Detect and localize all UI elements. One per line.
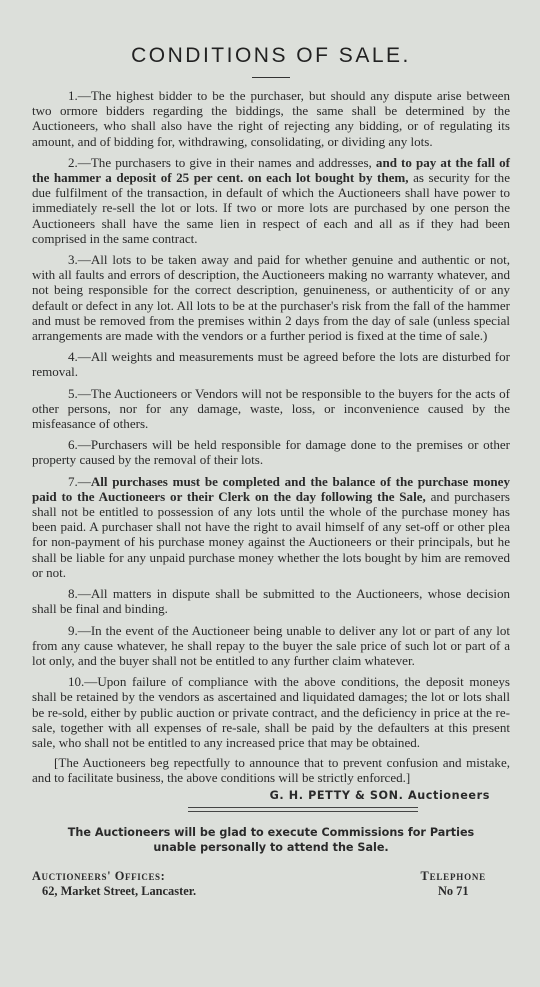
telephone-label: Telephone [420, 869, 486, 884]
clause-2-emphasis: and to pay at the fall of the hammer a deposit of 25 per cent. on each lot bought by them, [32, 154, 510, 186]
clause-7: 7.—All purchases must be completed and the balance of the purchase money paid to the Auctioneers or their Clerk on the day following the Sale, and purchasers shall not be entitled to possession of any lots until the whole of the purchase money has been paid. A purchaser shall not have the right to avail himself of any set-off or other plea for non-payment of his purchase money against the Auctioneers or their principals, but he shall be liable for any unpaid purchase money whether the lots bought by him are removed or not. [32, 473, 510, 580]
clause-3: 3.—All lots to be taken away and paid for whether genuine and authentic or not, with all faults and errors of description, the Auctioneers making no warranty whatever, and not being responsible for the correct description, genuineness, or authenticity of or any default or defect in any lot. All lots to be at the purchaser's risk from the fall of the hammer and must be removed from the premises within 2 days from the day of sale (unless special arrangements are made with the vendors or a further period is fixed at the time of sale.) [32, 252, 510, 344]
clause-6: 6.—Purchasers will be held responsible for damage done to the premises or other property caused by the removal of their lots. [32, 437, 510, 468]
footer [32, 869, 510, 899]
signature-double-rule [188, 807, 418, 812]
clause-7-emphasis: All purchases must be completed and the balance of the purchase money paid to the Auctioneers or their Clerk on the day following the Sale, [32, 473, 510, 504]
auctioneer-signature: G. H. PETTY & SON. Auctioneers [269, 789, 490, 803]
offices-block [32, 869, 196, 899]
enforcement-note: [The Auctioneers beg repectfully to announce that to prevent confusion and mistake, and to facilitate business, the above conditions will be strictly enforced.] [32, 755, 510, 785]
clause-9: 9.—In the event of the Auctioneer being unable to deliver any lot or part of any lot from any cause whatever, he shall repay to the buyer the sale price of such lot or part of a lot only, and the buyer shall not be entitled to any further claim whatever. [32, 622, 510, 668]
clause-2: 2.—The purchasers to give in their names and addresses, and to pay at the fall of the hammer a deposit of 25 per cent. on each lot bought by them, as security for the due fulfilment of the transaction, in default of which the Auctioneers shall have power to immediately re-sell the lot or lots. If two or more lots are purchased by one person the Auctioneers shall have the same lien in respect of each and all as if they had been comprised in the same contract. [32, 154, 510, 246]
clause-5: 5.—The Auctioneers or Vendors will not be responsible to the buyers for the acts of other persons, nor for any damage, waste, loss, or inconvenience caused by the misfeasance of others. [32, 385, 510, 432]
telephone-block [421, 869, 510, 899]
page-title: CONDITIONS OF SALE. [131, 44, 411, 67]
commission-line-1: The Auctioneers will be glad to execute Commissions for Parties [67, 826, 475, 840]
title-divider [252, 77, 290, 78]
commission-notice [32, 825, 510, 855]
telephone-number: No 71 [437, 884, 469, 899]
clause-1: 1.—The highest bidder to be the purchaser, but should any dispute arise between two ormore bidders regarding the biddings, the same shall be determined by the Auctioneers, who shall also have the right of rejecting any bidding, or of regulating its amount, and of bidding for, withdrawing, consolidating, or dividing any lots. [32, 88, 510, 149]
clause-10: 10.—Upon failure of compliance with the above conditions, the deposit moneys shall be retained by the vendors as ascertained and liquidated damages; the lot or lots shall be re-sold, either by public auction or private contract, and the deficiency in price at the re-sale, together with all expenses of re-sale, shall be paid by the defaulters at this present sale, who shall not be entitled to any increased price that may be obtained. [32, 674, 510, 750]
clause-8: 8.—All matters in dispute shall be submitted to the Auctioneers, whose decision shall be final and binding. [32, 586, 510, 617]
offices-address: 62, Market Street, Lancaster. [42, 884, 197, 899]
offices-label: Auctioneers' Offices: [32, 869, 166, 884]
commission-line-2: unable personally to attend the Sale. [153, 841, 389, 855]
clause-list [32, 88, 510, 750]
clause-4: 4.—All weights and measurements must be agreed before the lots are disturbed for removal. [32, 349, 510, 380]
